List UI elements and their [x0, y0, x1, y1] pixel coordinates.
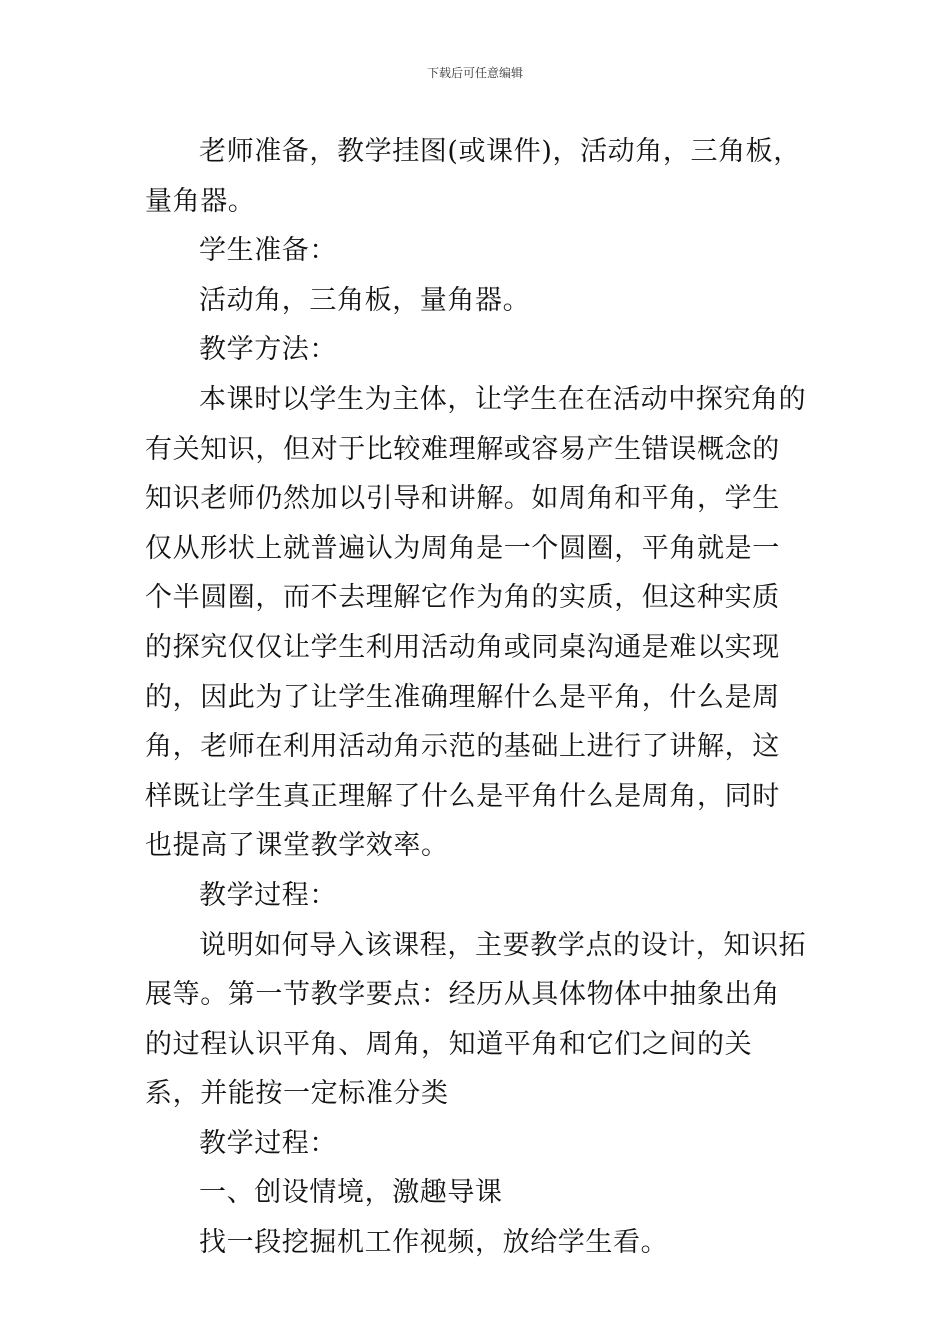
paragraph-teaching-process-heading-2: 教学过程： — [199, 1127, 337, 1159]
paragraph-student-preparation-heading: 学生准备： — [199, 235, 337, 267]
paragraph-teacher-preparation: 老师准备，教学挂图(或课件)，活动角，三角板，量角器。 — [145, 136, 801, 217]
document-body — [145, 127, 807, 1268]
paragraph-video-instruction: 找一段挖掘机工作视频，放给学生看。 — [199, 1227, 669, 1259]
paragraph-teaching-process-description: 说明如何导入该课程，主要教学点的设计，知识拓展等。第一节教学要点：经历从具体物体中抽象出角的过程认识平角、周角，知道平角和它们之间的关系，并能按一定标准分类 — [145, 929, 807, 1110]
page-header: 下载后可任意编辑 — [426, 66, 523, 80]
paragraph-section-one-title: 一、创设情境，激趣导课 — [199, 1177, 503, 1209]
paragraph-student-preparation: 活动角，三角板，量角器。 — [199, 284, 531, 316]
paragraph-teaching-method: 本课时以学生为主体，让学生在在活动中探究角的有关知识，但对于比较难理解或容易产生错误概念的知识老师仍然加以引导和讲解。如周角和平角，学生仅从形状上就普遍认为周角是一个圆圈，平角就是一个半圆圈，而不去理解它作为角的实质，但这种实质的探究仅仅让学生利用活动角或同桌沟通是难以实现的，因此为了让学生准确理解什么是平角，什么是周角，老师在利用活动角示范的基础上进行了讲解，这样既让学生真正理解了什么是平角什么是周角，同时也提高了课堂教学效率。 — [145, 383, 807, 862]
paragraph-teaching-process-heading: 教学过程： — [199, 879, 337, 911]
paragraph-teaching-method-heading: 教学方法： — [199, 334, 337, 366]
